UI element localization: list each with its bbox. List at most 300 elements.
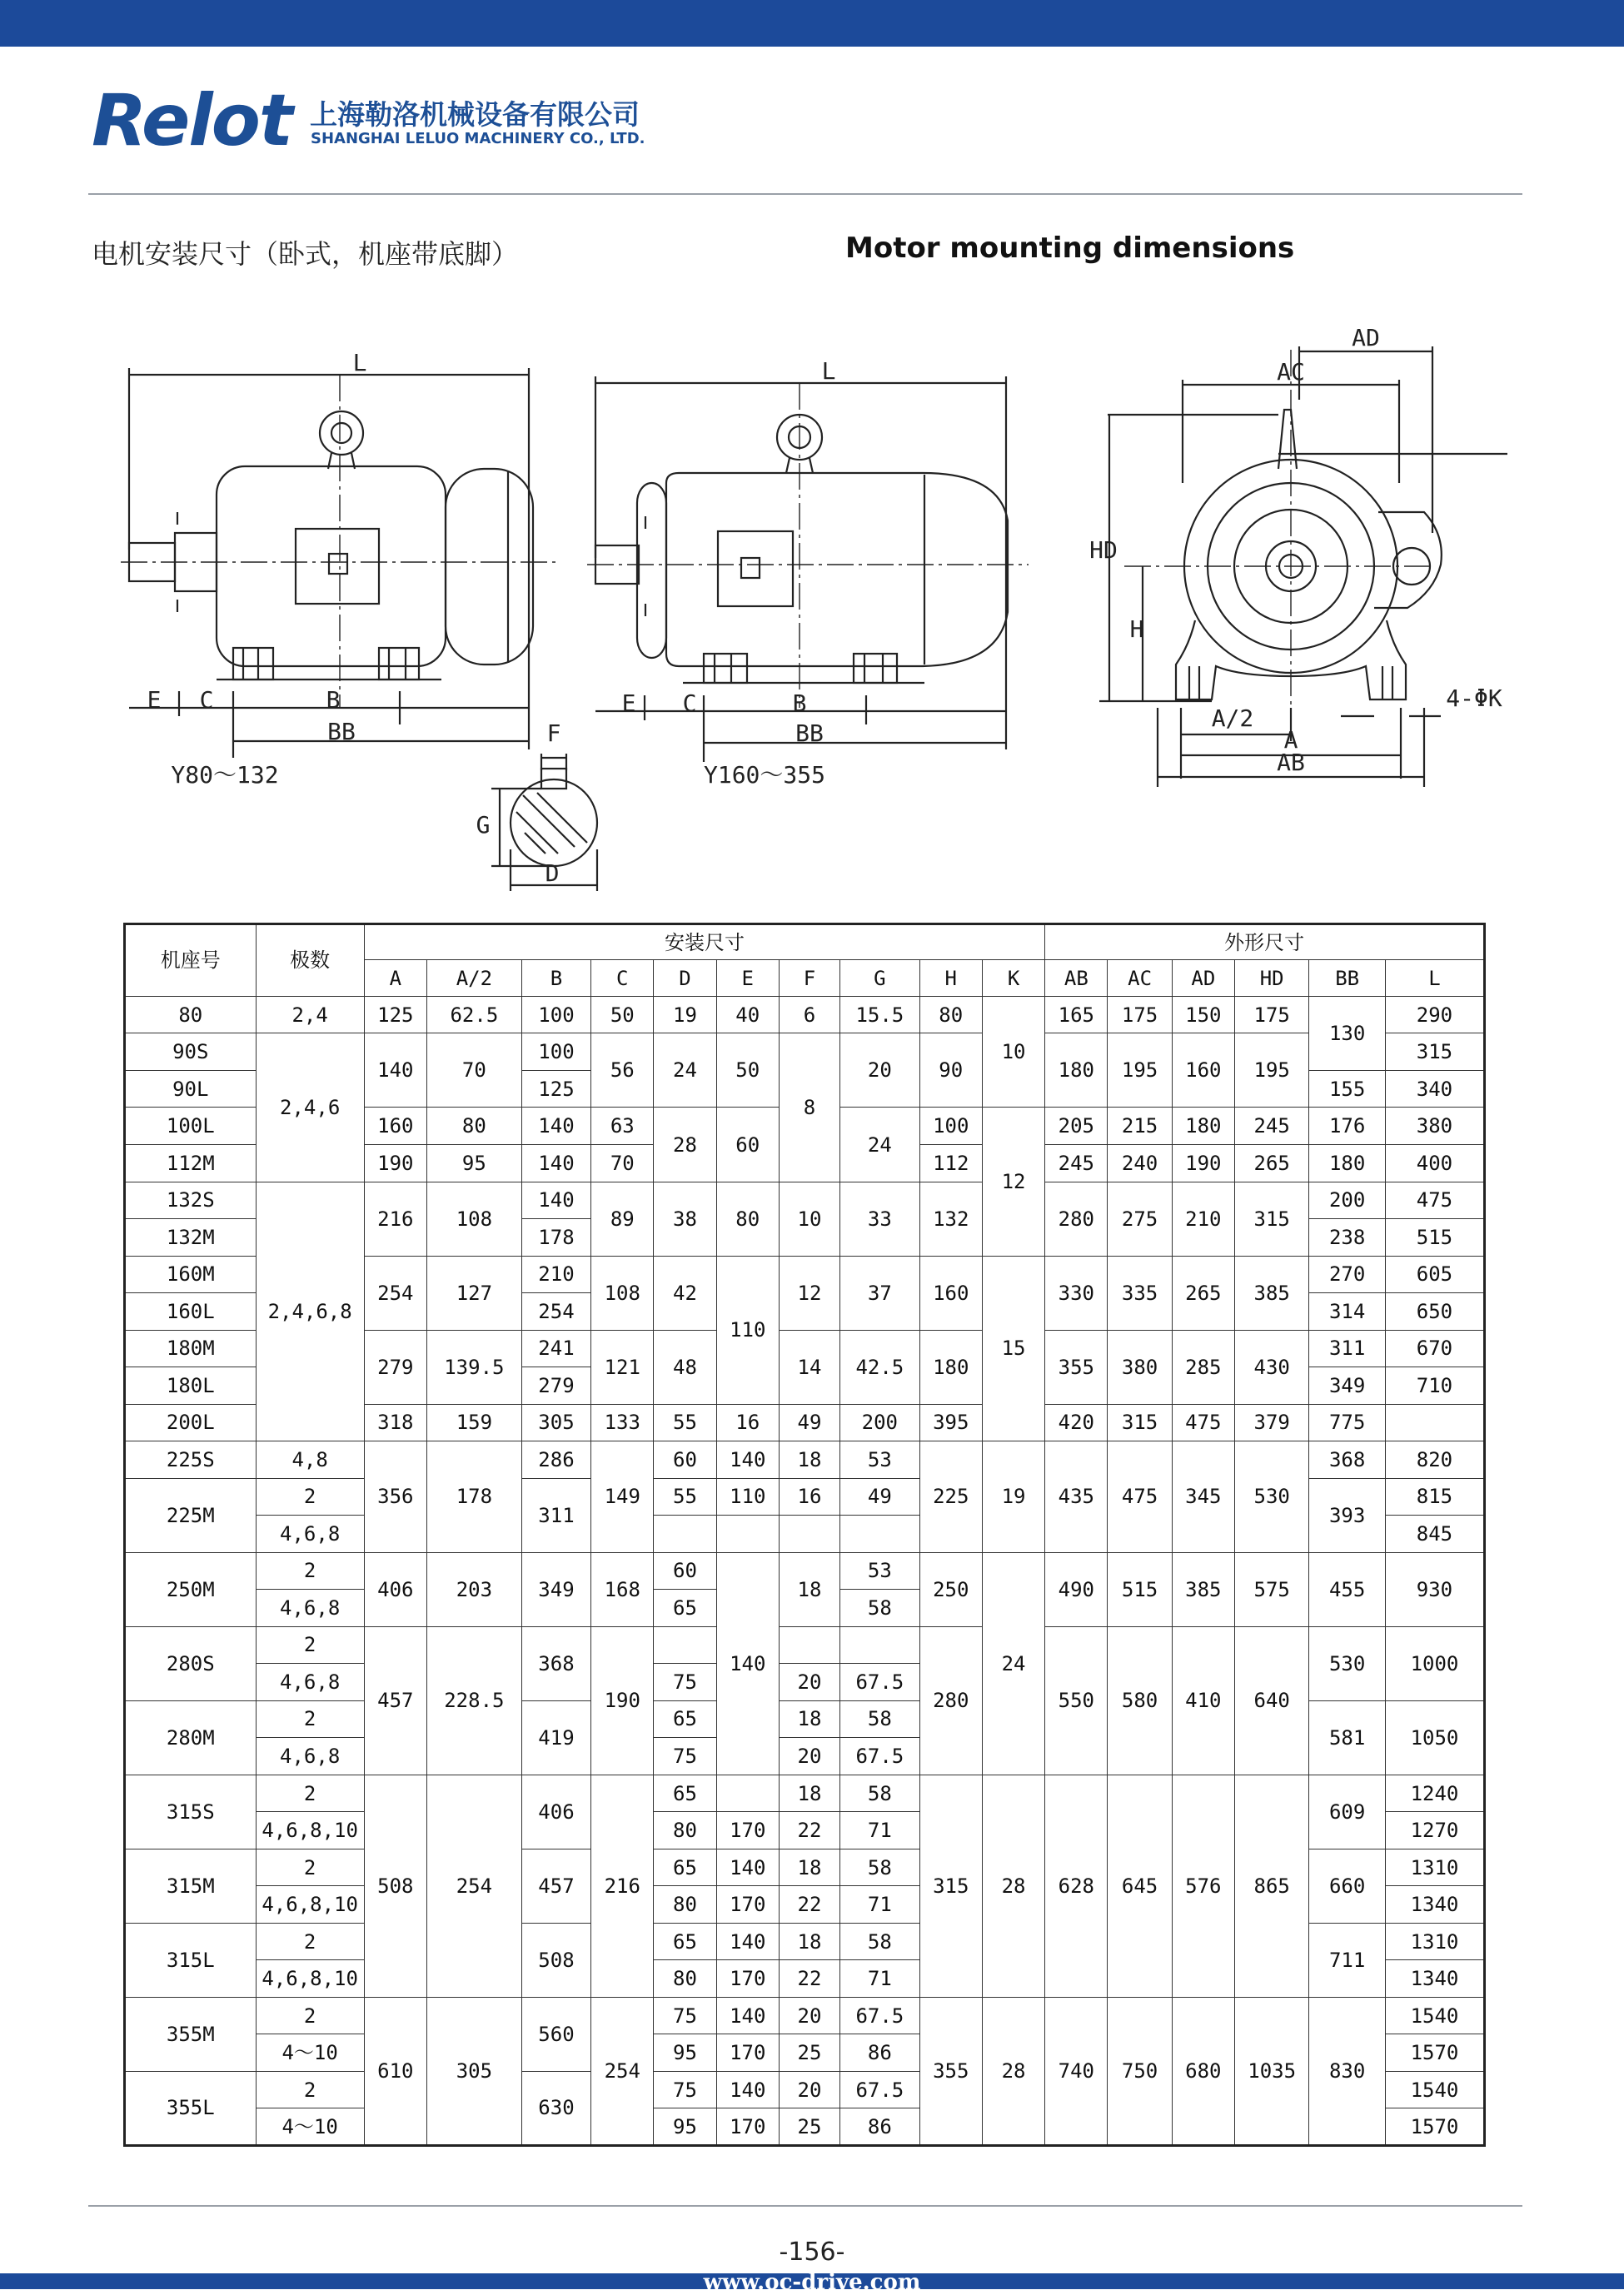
cell: 820 — [1385, 1441, 1484, 1479]
cell: 216 — [364, 1182, 426, 1256]
cell: 20 — [840, 1033, 920, 1108]
cell: 270 — [1309, 1256, 1386, 1293]
cell-frame: 315M — [125, 1849, 257, 1923]
cell: 63 — [591, 1108, 654, 1145]
cell: 89 — [591, 1182, 654, 1256]
page-title-en: Motor mounting dimensions — [845, 231, 1295, 265]
cell: 67.5 — [840, 1738, 920, 1775]
cell: 393 — [1309, 1478, 1386, 1552]
col-header: K — [982, 960, 1044, 996]
cell: 515 — [1108, 1552, 1172, 1626]
cell-poles: 4,6,8 — [256, 1738, 364, 1775]
col-header: H — [919, 960, 982, 996]
footer-url[interactable]: www.oc-drive.com — [703, 2270, 921, 2295]
cell: 16 — [779, 1478, 839, 1516]
cell: 65 — [654, 1590, 716, 1627]
cell: 140 — [521, 1108, 590, 1145]
cell: 53 — [840, 1552, 920, 1590]
cell-poles: 2 — [256, 2071, 364, 2108]
cell: 49 — [779, 1404, 839, 1441]
cell: 640 — [1234, 1626, 1308, 1775]
col-header: AD — [1172, 960, 1234, 996]
cell: 58 — [840, 1590, 920, 1627]
col-header: C — [591, 960, 654, 996]
cell-frame: 100L — [125, 1108, 257, 1145]
cell: 711 — [1309, 1923, 1386, 1997]
cell: 140 — [716, 1849, 779, 1886]
cell: 22 — [779, 1960, 839, 1998]
cell: 1310 — [1385, 1849, 1484, 1886]
label-AD: AD — [1352, 324, 1380, 351]
label-frame-small: Y80～132 — [171, 761, 279, 789]
cell: 110 — [716, 1478, 779, 1516]
cell: 22 — [779, 1886, 839, 1924]
cell: 190 — [591, 1626, 654, 1775]
cell-poles: 2 — [256, 1552, 364, 1590]
label-frame-large: Y160～355 — [703, 761, 826, 789]
cell: 200 — [840, 1404, 920, 1441]
cell: 315 — [919, 1775, 982, 1997]
cell: 530 — [1309, 1626, 1386, 1700]
col-header: L — [1385, 960, 1484, 996]
cell: 250 — [919, 1552, 982, 1626]
cell-frame: 250M — [125, 1552, 257, 1626]
cell: 330 — [1045, 1256, 1108, 1330]
cell: 15 — [982, 1256, 1044, 1441]
cell-poles: 4,6,8,10 — [256, 1812, 364, 1849]
cell: 140 — [716, 1997, 779, 2034]
cell: 10 — [982, 996, 1044, 1108]
cell: 575 — [1234, 1552, 1308, 1626]
cell: 645 — [1108, 1775, 1172, 1997]
cell: 581 — [1309, 1700, 1386, 1775]
cell: 508 — [521, 1923, 590, 1997]
cell: 53 — [840, 1441, 920, 1479]
cell — [779, 1626, 839, 1664]
cell: 368 — [521, 1626, 590, 1700]
cell — [716, 1775, 779, 1812]
cell: 55 — [654, 1478, 716, 1516]
cell: 71 — [840, 1960, 920, 1998]
cell: 254 — [364, 1256, 426, 1330]
cell-poles: 2 — [256, 1849, 364, 1886]
cell: 254 — [521, 1293, 590, 1331]
cell: 8 — [779, 1033, 839, 1182]
cell: 95 — [654, 2034, 716, 2072]
cell: 15.5 — [840, 996, 920, 1033]
cell-poles: 4,6,8,10 — [256, 1886, 364, 1924]
col-header: AC — [1108, 960, 1172, 996]
cell: 125 — [521, 1070, 590, 1108]
motor-dimension-drawings — [92, 316, 1532, 916]
cell: 28 — [654, 1108, 716, 1182]
cell: 314 — [1309, 1293, 1386, 1331]
cell: 60 — [716, 1108, 779, 1182]
cell: 410 — [1172, 1626, 1234, 1775]
page-title-cn: 电机安装尺寸（卧式，机座带底脚） — [92, 238, 519, 270]
cell: 380 — [1385, 1108, 1484, 1145]
shaft-key-section — [491, 754, 597, 891]
cell-frame: 160L — [125, 1293, 257, 1331]
cell: 37 — [840, 1256, 920, 1330]
cell: 80 — [654, 1886, 716, 1924]
cell: 210 — [521, 1256, 590, 1293]
cell-poles: 4～10 — [256, 2108, 364, 2146]
cell-poles: 2 — [256, 1923, 364, 1960]
cell: 50 — [591, 996, 654, 1033]
cell: 775 — [1309, 1404, 1386, 1441]
cell: 160 — [1172, 1033, 1234, 1108]
cell: 279 — [521, 1367, 590, 1405]
footer-divider — [88, 2205, 1522, 2207]
cell: 318 — [364, 1404, 426, 1441]
cell: 1035 — [1234, 1997, 1308, 2145]
cell: 22 — [779, 1812, 839, 1849]
cell: 65 — [654, 1923, 716, 1960]
cell: 515 — [1385, 1219, 1484, 1257]
cell: 58 — [840, 1700, 920, 1738]
cell: 379 — [1234, 1404, 1308, 1441]
cell: 580 — [1108, 1626, 1172, 1775]
page-number: -156- — [779, 2238, 845, 2267]
cell-poles: 2 — [256, 1626, 364, 1664]
cell: 95 — [426, 1145, 521, 1182]
cell: 12 — [982, 1108, 1044, 1256]
label-BB-small: BB — [327, 718, 356, 745]
cell: 140 — [716, 1441, 779, 1479]
cell: 203 — [426, 1552, 521, 1626]
label-E-small: E — [147, 686, 162, 714]
cell: 80 — [654, 1812, 716, 1849]
cell: 67.5 — [840, 1997, 920, 2034]
top-color-bar — [0, 0, 1624, 47]
cell-frame: 280M — [125, 1700, 257, 1775]
cell: 195 — [1108, 1033, 1172, 1108]
cell-frame: 200L — [125, 1404, 257, 1441]
cell: 238 — [1309, 1219, 1386, 1257]
cell: 275 — [1108, 1182, 1172, 1256]
cell: 170 — [716, 2108, 779, 2146]
cell: 60 — [654, 1552, 716, 1590]
cell: 1240 — [1385, 1775, 1484, 1812]
cell: 508 — [364, 1775, 426, 1997]
cell: 140 — [521, 1182, 590, 1219]
cell: 670 — [1385, 1330, 1484, 1367]
cell: 160 — [919, 1256, 982, 1330]
cell: 140 — [716, 1923, 779, 1960]
label-F: F — [546, 719, 561, 747]
cell: 1570 — [1385, 2034, 1484, 2072]
cell-poles: 4,6,8,10 — [256, 1960, 364, 1998]
cell: 605 — [1385, 1256, 1484, 1293]
cell: 159 — [426, 1404, 521, 1441]
cell-poles: 2 — [256, 1775, 364, 1812]
cell: 25 — [779, 2034, 839, 2072]
cell: 628 — [1045, 1775, 1108, 1997]
cell: 660 — [1309, 1849, 1386, 1923]
cell: 58 — [840, 1923, 920, 1960]
cell: 49 — [840, 1478, 920, 1516]
cell: 240 — [1108, 1145, 1172, 1182]
cell: 680 — [1172, 1997, 1234, 2145]
col-header: A/2 — [426, 960, 521, 996]
cell: 180 — [1045, 1033, 1108, 1108]
cell: 280 — [1045, 1182, 1108, 1256]
cell: 100 — [521, 1033, 590, 1071]
col-header: HD — [1234, 960, 1308, 996]
cell: 385 — [1172, 1552, 1234, 1626]
cell: 435 — [1045, 1441, 1108, 1553]
cell: 216 — [591, 1775, 654, 1997]
cell-poles: 2,4,6 — [256, 1033, 364, 1182]
label-H: H — [1129, 615, 1144, 643]
label-AB: AB — [1277, 749, 1305, 776]
cell: 200 — [1309, 1182, 1386, 1219]
cell: 650 — [1385, 1293, 1484, 1331]
company-name-en: SHANGHAI LELUO MACHINERY CO., LTD. — [311, 130, 645, 147]
cell: 55 — [654, 1404, 716, 1441]
cell: 24 — [840, 1108, 920, 1182]
cell-poles: 4,6,8 — [256, 1590, 364, 1627]
cell: 190 — [364, 1145, 426, 1182]
cell: 28 — [982, 1775, 1044, 1997]
cell: 18 — [779, 1775, 839, 1812]
cell-poles: 4,6,8 — [256, 1664, 364, 1701]
cell: 95 — [654, 2108, 716, 2146]
cell: 368 — [1309, 1441, 1386, 1479]
cell: 38 — [654, 1182, 716, 1256]
cell: 86 — [840, 2034, 920, 2072]
cell: 86 — [840, 2108, 920, 2146]
cell-frame: 225M — [125, 1478, 257, 1552]
cell — [840, 1626, 920, 1664]
cell: 58 — [840, 1775, 920, 1812]
cell: 430 — [1234, 1330, 1308, 1404]
cell: 315 — [1108, 1404, 1172, 1441]
cell: 160 — [364, 1108, 426, 1145]
cell-frame: 280S — [125, 1626, 257, 1700]
cell: 140 — [716, 2071, 779, 2108]
cell: 25 — [779, 2108, 839, 2146]
cell-frame: 225S — [125, 1441, 257, 1479]
header-poles: 极数 — [256, 924, 364, 997]
cell: 50 — [716, 1033, 779, 1108]
cell: 335 — [1108, 1256, 1172, 1330]
cell: 457 — [521, 1849, 590, 1923]
cell: 108 — [426, 1182, 521, 1256]
cell: 71 — [840, 1812, 920, 1849]
cell-frame: 132S — [125, 1182, 257, 1219]
label-BB-large: BB — [795, 719, 824, 747]
cell: 285 — [1172, 1330, 1234, 1404]
cell: 175 — [1234, 996, 1308, 1033]
cell: 165 — [1045, 996, 1108, 1033]
cell: 180 — [1172, 1108, 1234, 1145]
cell: 18 — [779, 1923, 839, 1960]
cell: 865 — [1234, 1775, 1308, 1997]
label-G: G — [476, 811, 491, 839]
cell: 455 — [1309, 1552, 1386, 1626]
cell: 385 — [1234, 1256, 1308, 1330]
cell: 340 — [1385, 1070, 1484, 1108]
cell: 168 — [591, 1552, 654, 1626]
header-divider — [88, 193, 1522, 195]
cell: 16 — [716, 1404, 779, 1441]
cell: 560 — [521, 1997, 590, 2071]
cell: 28 — [982, 1997, 1044, 2145]
cell: 12 — [779, 1256, 839, 1330]
cell: 80 — [426, 1108, 521, 1145]
cell: 18 — [779, 1552, 839, 1626]
cell: 490 — [1045, 1552, 1108, 1626]
cell: 178 — [426, 1441, 521, 1553]
cell-poles: 2 — [256, 1997, 364, 2034]
end-view — [1099, 346, 1507, 787]
label-L-large: L — [821, 357, 836, 385]
cell: 740 — [1045, 1997, 1108, 2145]
cell: 279 — [364, 1330, 426, 1404]
cell-frame: 355L — [125, 2071, 257, 2145]
label-B-small: B — [326, 686, 341, 714]
cell: 215 — [1108, 1108, 1172, 1145]
cell-frame: 315S — [125, 1775, 257, 1849]
cell: 311 — [521, 1478, 590, 1552]
cell: 380 — [1108, 1330, 1172, 1404]
cell: 170 — [716, 1960, 779, 1998]
col-header: G — [840, 960, 920, 996]
cell: 355 — [1045, 1330, 1108, 1404]
cell-poles: 2,4 — [256, 996, 364, 1033]
cell: 241 — [521, 1330, 590, 1367]
col-header: BB — [1309, 960, 1386, 996]
cell: 18 — [779, 1700, 839, 1738]
cell: 110 — [716, 1256, 779, 1404]
cell: 280 — [919, 1626, 982, 1775]
cell: 245 — [1045, 1145, 1108, 1182]
cell: 75 — [654, 1738, 716, 1775]
cell: 175 — [1108, 996, 1172, 1033]
cell: 475 — [1172, 1404, 1234, 1441]
cell: 395 — [919, 1404, 982, 1441]
cell: 65 — [654, 1849, 716, 1886]
cell: 121 — [591, 1330, 654, 1404]
cell-frame: 90L — [125, 1070, 257, 1108]
cell: 475 — [1108, 1441, 1172, 1553]
cell: 345 — [1172, 1441, 1234, 1553]
cell: 75 — [654, 2071, 716, 2108]
cell: 75 — [654, 1997, 716, 2034]
cell: 315 — [1385, 1033, 1484, 1071]
cell: 1340 — [1385, 1960, 1484, 1998]
cell: 155 — [1309, 1070, 1386, 1108]
cell: 710 — [1385, 1367, 1484, 1405]
label-E-large: E — [621, 689, 636, 717]
cell: 845 — [1385, 1516, 1484, 1553]
cell: 170 — [716, 2034, 779, 2072]
cell: 1000 — [1385, 1626, 1484, 1700]
cell: 1310 — [1385, 1923, 1484, 1960]
cell: 127 — [426, 1256, 521, 1330]
cell: 140 — [521, 1145, 590, 1182]
col-header: B — [521, 960, 590, 996]
col-header: AB — [1045, 960, 1108, 996]
col-header: A — [364, 960, 426, 996]
cell: 265 — [1234, 1145, 1308, 1182]
cell: 930 — [1385, 1552, 1484, 1626]
cell: 33 — [840, 1182, 920, 1256]
cell: 830 — [1309, 1997, 1386, 2145]
cell: 150 — [1172, 996, 1234, 1033]
cell: 100 — [521, 996, 590, 1033]
label-HD: HD — [1089, 536, 1118, 564]
cell: 48 — [654, 1330, 716, 1404]
cell — [654, 1626, 716, 1664]
cell: 149 — [591, 1441, 654, 1553]
cell: 100 — [919, 1108, 982, 1145]
cell: 1540 — [1385, 1997, 1484, 2034]
cell-poles: 2,4,6,8 — [256, 1182, 364, 1441]
cell: 56 — [591, 1033, 654, 1108]
cell: 65 — [654, 1775, 716, 1812]
cell: 1340 — [1385, 1886, 1484, 1924]
cell: 19 — [654, 996, 716, 1033]
cell: 67.5 — [840, 1664, 920, 1701]
cell: 419 — [521, 1700, 590, 1775]
label-B-large: B — [792, 689, 807, 717]
col-header: F — [779, 960, 839, 996]
cell: 71 — [840, 1886, 920, 1924]
cell: 139.5 — [426, 1330, 521, 1404]
header-frame: 机座号 — [125, 924, 257, 997]
cell-poles: 4,6,8 — [256, 1516, 364, 1553]
cell: 170 — [716, 1886, 779, 1924]
cell: 286 — [521, 1441, 590, 1479]
cell: 356 — [364, 1441, 426, 1553]
cell: 70 — [426, 1033, 521, 1108]
cell: 62.5 — [426, 996, 521, 1033]
cell-frame: 180L — [125, 1367, 257, 1405]
cell: 176 — [1309, 1108, 1386, 1145]
cell: 132 — [919, 1182, 982, 1256]
cell: 311 — [1309, 1330, 1386, 1367]
cell: 630 — [521, 2071, 590, 2145]
cell: 67.5 — [840, 2071, 920, 2108]
cell: 349 — [1309, 1367, 1386, 1405]
cell-frame: 90S — [125, 1033, 257, 1071]
cell: 65 — [654, 1700, 716, 1738]
cell: 225 — [919, 1441, 982, 1553]
cell-frame: 355M — [125, 1997, 257, 2071]
cell: 1570 — [1385, 2108, 1484, 2146]
cell: 1050 — [1385, 1700, 1484, 1775]
cell: 178 — [521, 1219, 590, 1257]
cell: 406 — [521, 1775, 590, 1849]
cell-frame: 132M — [125, 1219, 257, 1257]
cell — [779, 1516, 839, 1553]
logo-wordmark: Relot — [92, 79, 291, 162]
cell: 18 — [779, 1849, 839, 1886]
cell: 290 — [1385, 996, 1484, 1033]
cell-poles: 4～10 — [256, 2034, 364, 2072]
cell: 40 — [716, 996, 779, 1033]
cell: 195 — [1234, 1033, 1308, 1108]
label-A2: A/2 — [1211, 704, 1254, 732]
cell: 170 — [716, 1812, 779, 1849]
label-C-small: C — [199, 686, 214, 714]
cell: 420 — [1045, 1404, 1108, 1441]
cell: 815 — [1385, 1478, 1484, 1516]
cell: 80 — [919, 996, 982, 1033]
